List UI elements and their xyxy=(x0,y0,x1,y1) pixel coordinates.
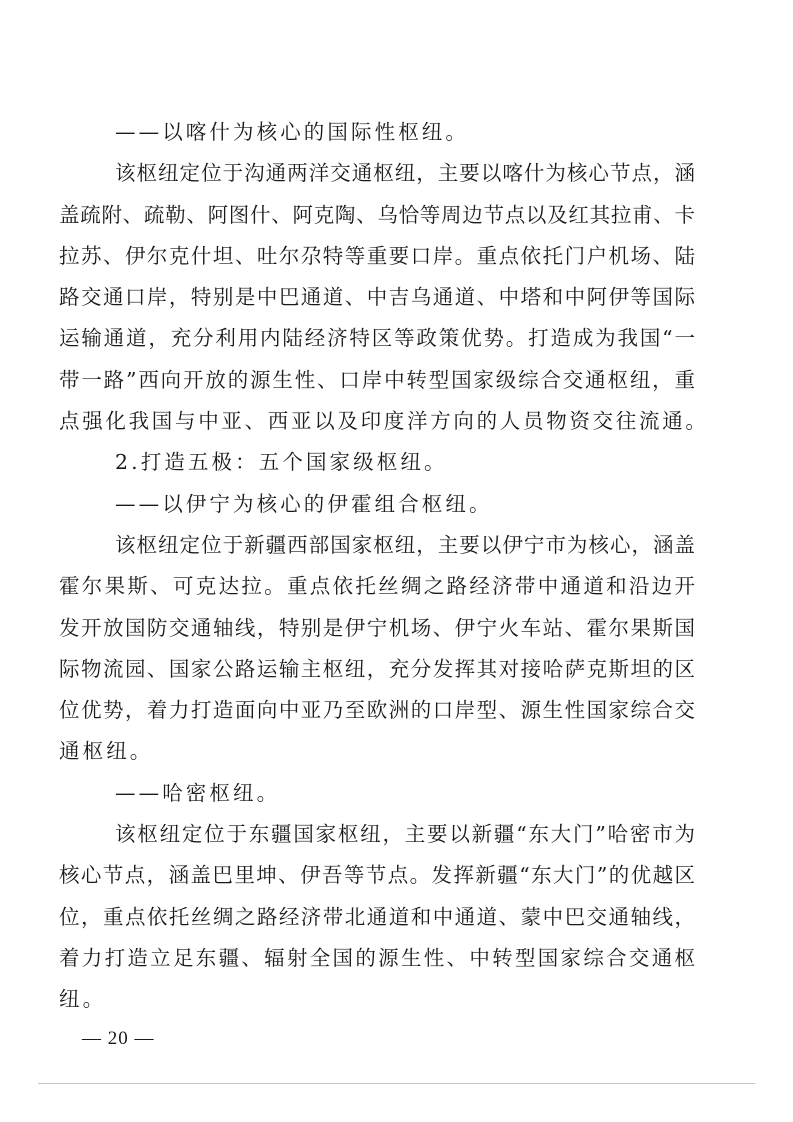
heading-hami-hub: ——哈密枢纽。 xyxy=(115,780,281,805)
paragraph-line: 运输通道，充分利用内陆经济特区等政策优势。打造成为我国“一 xyxy=(59,326,695,351)
paragraph-line: 位优势，着力打造面向中亚乃至欧洲的口岸型、源生性国家综合交 xyxy=(59,698,695,723)
paragraph-line: 路交通口岸，特别是中巴通道、中吉乌通道、中塔和中阿伊等国际 xyxy=(59,285,695,310)
paragraph-line: 位，重点依托丝绸之路经济带北通道和中通道、蒙中巴交通轴线， xyxy=(59,904,695,929)
heading-kashgar-hub: ——以喀什为核心的国际性枢纽。 xyxy=(115,120,469,144)
paragraph-line: 发开放国防交通轴线，特别是伊宁机场、伊宁火车站、霍尔果斯国 xyxy=(59,615,695,640)
paragraph-line: 该枢纽定位于东疆国家枢纽，主要以新疆“东大门”哈密市为 xyxy=(115,822,695,847)
page-number: — 20 — xyxy=(82,1028,155,1049)
paragraph-line: 带一路”西向开放的源生性、口岸中转型国家级综合交通枢纽，重 xyxy=(59,367,695,392)
paragraph-line: 该枢纽定位于沟通两洋交通枢纽，主要以喀什为核心节点，涵 xyxy=(115,161,695,186)
paragraph-line: 核心节点，涵盖巴里坤、伊吾等节点。发挥新疆“东大门”的优越区 xyxy=(59,863,695,888)
paragraph-line: 拉苏、伊尔克什坦、吐尔尕特等重要口岸。重点依托门户机场、陆 xyxy=(59,243,695,268)
paragraph-line: 纽。 xyxy=(59,987,107,1012)
footer-divider xyxy=(38,1083,755,1084)
section-heading-five-poles: 2.打造五极：五个国家级枢纽。 xyxy=(115,450,448,475)
paragraph-line: 该枢纽定位于新疆西部国家枢纽，主要以伊宁市为核心，涵盖 xyxy=(115,532,695,557)
document-body xyxy=(59,112,709,1021)
paragraph-line: 着力打造立足东疆、辐射全国的源生性、中转型国家综合交通枢 xyxy=(59,945,695,970)
paragraph-line: 通枢纽。 xyxy=(59,739,154,764)
heading-yining-hub: ——以伊宁为核心的伊霍组合枢纽。 xyxy=(115,491,493,516)
paragraph-line: 点强化我国与中亚、西亚以及印度洋方向的人员物资交往流通。 xyxy=(59,409,709,434)
paragraph-line: 盖疏附、疏勒、阿图什、阿克陶、乌恰等周边节点以及红其拉甫、卡 xyxy=(59,202,695,227)
paragraph-line: 际物流园、国家公路运输主枢纽，充分发挥其对接哈萨克斯坦的区 xyxy=(59,656,695,681)
paragraph-line: 霍尔果斯、可克达拉。重点依托丝绸之路经济带中通道和沿边开 xyxy=(59,574,695,599)
